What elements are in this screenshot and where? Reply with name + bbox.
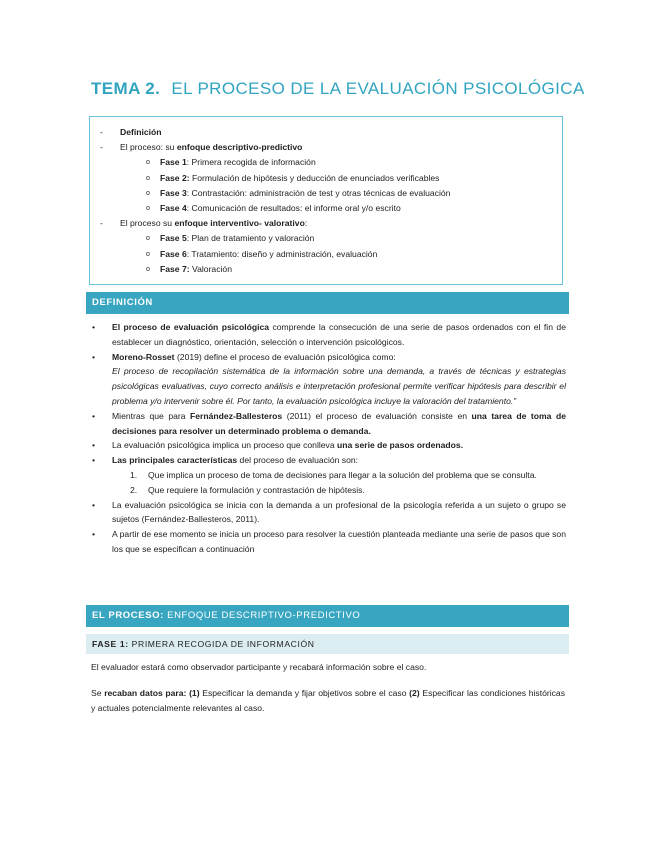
bold-text: Fase 1 — [160, 157, 187, 168]
list-item — [86, 350, 566, 409]
list-item — [86, 320, 566, 350]
text: El proceso: su — [120, 142, 177, 153]
toc-item-text — [120, 140, 302, 155]
text: Formulación de hipótesis y deducción de enunciados verificables — [189, 172, 440, 183]
bullet-icon: • — [92, 322, 96, 332]
text: La evaluación psicológica se inicia con la demanda a un profesional de la psicología referida a un sujeto o grupo se sujetos (Fernández-Ballesteros, 2011). — [112, 499, 566, 525]
page-title — [91, 76, 585, 102]
fase1-header-rest: PRIMERA RECOGIDA DE INFORMACIÓN — [128, 639, 315, 649]
text: comprende la consecución de una serie de pasos ordenados con el fin de establecer un diagnóstico, orientación, selección o intervención psicológicos. — [112, 322, 566, 347]
item-number: 1. — [130, 469, 138, 480]
bullet-icon: • — [92, 499, 96, 510]
list-item — [86, 409, 566, 439]
toc-item-text — [160, 247, 377, 262]
dash-bullet: - — [100, 218, 103, 229]
toc-item-text — [120, 125, 162, 140]
toc-item-text — [160, 262, 232, 277]
fase1-paragraph-2 — [91, 686, 565, 716]
bold-text: Definición — [120, 127, 162, 137]
title-text: EL PROCESO DE LA EVALUACIÓN PSICOLÓGICA — [171, 79, 585, 98]
list-item-text — [112, 352, 396, 362]
table-of-contents-box — [89, 116, 563, 285]
list-item-text — [112, 500, 566, 525]
list-item — [86, 453, 566, 468]
bullet-icon: • — [92, 410, 96, 421]
toc-item — [100, 231, 552, 246]
numbered-item — [86, 483, 566, 498]
text: Mientras que para — [112, 410, 191, 421]
bold-text: Fase 6 — [160, 248, 187, 259]
numbered-item-text: Que requiere la formulación y contrastación de hipótesis. — [148, 484, 365, 495]
circle-bullet-icon: o — [146, 174, 150, 182]
text: El proceso su — [120, 218, 175, 229]
bold-text: Fernández-Ballesteros — [190, 410, 283, 421]
circle-bullet-icon: o — [146, 189, 150, 197]
list-item — [86, 498, 566, 528]
bold-text: recaban datos para: (1) — [104, 688, 200, 698]
toc-item — [100, 247, 552, 262]
text: : Contrastación: administración de test y otras técnicas de evaluación — [186, 187, 451, 198]
text: : Primera recogida de información — [186, 157, 316, 168]
fase1-paragraph-1: El evaluador estará como observador participante y recabará información sobre el caso. — [91, 662, 427, 672]
item-number: 2. — [130, 484, 138, 495]
toc-item — [100, 155, 552, 170]
dash-bullet: - — [100, 127, 103, 137]
circle-bullet-icon: o — [146, 204, 150, 212]
bullet-icon: • — [92, 455, 96, 466]
dash-bullet: - — [100, 142, 103, 153]
text: Valoración — [189, 263, 232, 274]
list-item — [86, 527, 566, 557]
circle-bullet-icon: o — [146, 250, 150, 258]
toc-item — [100, 171, 552, 186]
bullet-icon: • — [92, 529, 96, 540]
definicion-list — [86, 320, 566, 557]
toc-item-text — [160, 171, 439, 186]
bold-text: Las principales características — [112, 455, 238, 466]
toc-item-text — [160, 155, 316, 170]
text: : Comunicación de resultados: el informe oral y/o escrito — [186, 202, 401, 213]
toc-item — [100, 125, 552, 140]
text: : Tratamiento: diseño y administración, evaluación — [186, 248, 378, 259]
bullet-icon: • — [92, 440, 96, 451]
bold-text: una serie de pasos ordenados. — [337, 440, 464, 451]
title-number: TEMA 2. — [91, 79, 161, 98]
list-item-text — [112, 440, 463, 450]
subsection-header-fase1 — [86, 634, 569, 654]
text: : Plan de tratamiento y valoración — [186, 233, 315, 244]
circle-bullet-icon: o — [146, 265, 150, 273]
fase1-header-bold: FASE 1: — [92, 639, 129, 649]
section-header-definicion: DEFINICIÓN — [86, 292, 569, 314]
list-item-text — [112, 529, 566, 554]
bold-text: Fase 2: — [160, 172, 190, 183]
bullet-icon: • — [92, 351, 96, 362]
toc-item-text — [160, 231, 314, 246]
proceso-header-bold: EL PROCESO: — [92, 610, 164, 621]
bold-text: Fase 7: — [160, 263, 190, 274]
bold-text: enfoque descriptivo-predictivo — [176, 142, 303, 153]
bold-text: una tarea de toma de decisiones para resolver un determinado problema o demanda. — [112, 410, 566, 436]
bold-text: Fase 4 — [160, 202, 187, 213]
list-item-text — [112, 411, 566, 436]
text: del proceso de evaluación son: — [237, 455, 359, 466]
circle-bullet-icon: o — [146, 159, 150, 167]
circle-bullet-icon: o — [146, 235, 150, 243]
list-item — [86, 438, 566, 453]
text: (2019) define el proceso de evaluación psicológica como: — [174, 351, 396, 362]
numbered-item — [86, 468, 566, 483]
toc-item — [100, 140, 552, 155]
bold-text: El proceso de evaluación psicológica — [112, 322, 270, 332]
list-item-text — [112, 455, 358, 465]
proceso-header-rest: ENFOQUE DESCRIPTIVO-PREDICTIVO — [163, 610, 361, 621]
quote-text: El proceso de recopilación sistemática de la información sobre una demanda, a través de técnicas y estrategias psicológicas evaluativas, cuyo correcto análisis e interpretación profesional permite verificar hipótesis para describir el problema y/o intervenir sobre él. Por tanto, la evaluación psicológica incluye la valoración del tratamiento.” — [112, 366, 566, 406]
toc-item — [100, 262, 552, 277]
bold-text: Fase 5 — [160, 233, 187, 244]
bold-text: enfoque interventivo- valorativo — [174, 218, 305, 229]
section-header-proceso — [86, 605, 569, 627]
bold-text: Moreno-Rosset — [112, 351, 175, 362]
text: Especificar las condiciones históricas y actuales potencialmente relevantes al caso. — [91, 688, 566, 713]
text: A partir de ese momento se inicia un proceso para resolver la cuestión planteada mediante una serie de pasos que son los que se especifican a continuación — [112, 529, 566, 554]
toc-item — [100, 201, 552, 216]
bold-text: Fase 3 — [160, 187, 187, 198]
toc-item-text — [120, 216, 307, 231]
text: Especificar la demanda y fijar objetivos sobre el caso — [199, 688, 410, 698]
numbered-item-text: Que implica un proceso de toma de decisiones para llegar a la solución del problema que se consulta. — [148, 469, 537, 480]
toc-item-text — [160, 201, 401, 216]
toc-item-text — [160, 186, 450, 201]
bold-text: (2) — [409, 688, 420, 698]
text: : — [304, 218, 308, 229]
text: Se — [91, 688, 105, 698]
toc-item — [100, 186, 552, 201]
text: (2011) el proceso de evaluación consiste en — [282, 410, 472, 421]
toc-item — [100, 216, 552, 231]
text: La evaluación psicológica implica un proceso que conlleva — [112, 440, 338, 451]
list-item-text — [112, 322, 566, 347]
